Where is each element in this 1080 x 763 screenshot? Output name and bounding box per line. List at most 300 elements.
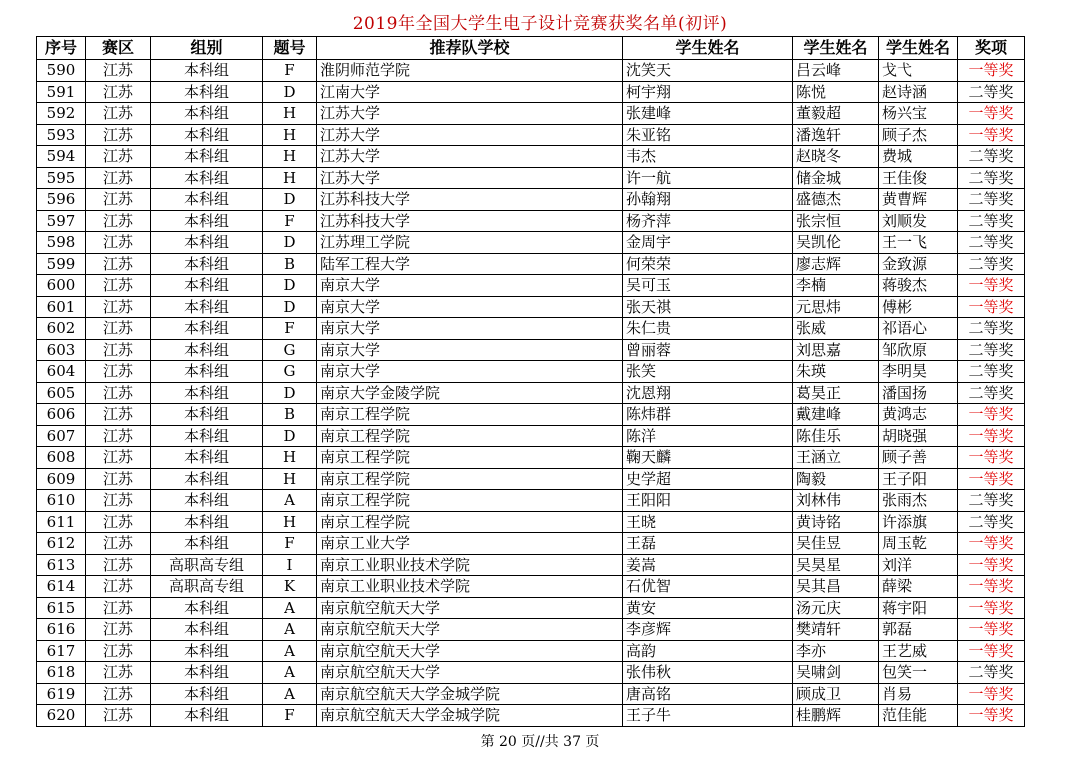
cell-school: 南京大学金陵学院 [317, 382, 623, 404]
cell-region: 江苏 [86, 533, 151, 555]
cell-school: 江苏理工学院 [317, 232, 623, 254]
cell-student-2: 樊靖轩 [793, 619, 879, 641]
cell-index: 608 [37, 447, 86, 469]
cell-student-2: 廖志辉 [793, 253, 879, 275]
cell-group: 本科组 [151, 339, 263, 361]
table-row [37, 103, 1025, 125]
cell-student-2: 吴啸剑 [793, 662, 879, 684]
cell-student-3: 胡晓强 [879, 425, 958, 447]
table-row [37, 296, 1025, 318]
cell-index: 617 [37, 640, 86, 662]
cell-school: 江苏大学 [317, 124, 623, 146]
cell-problem: F [263, 210, 317, 232]
col-header-problem: 题号 [263, 37, 317, 60]
cell-award: 二等奖 [958, 361, 1025, 383]
cell-group: 本科组 [151, 318, 263, 340]
table-row [37, 662, 1025, 684]
cell-student-2: 王涵立 [793, 447, 879, 469]
cell-student-2: 张宗恒 [793, 210, 879, 232]
cell-problem: D [263, 275, 317, 297]
cell-region: 江苏 [86, 361, 151, 383]
cell-student-3: 范佳能 [879, 705, 958, 727]
cell-student-1: 鞠天麟 [623, 447, 793, 469]
cell-student-3: 肖易 [879, 683, 958, 705]
cell-student-1: 孙翰翔 [623, 189, 793, 211]
cell-award: 一等奖 [958, 619, 1025, 641]
cell-index: 615 [37, 597, 86, 619]
cell-student-1: 韦杰 [623, 146, 793, 168]
cell-student-2: 朱瑛 [793, 361, 879, 383]
cell-student-1: 张建峰 [623, 103, 793, 125]
cell-student-1: 张伟秋 [623, 662, 793, 684]
cell-region: 江苏 [86, 404, 151, 426]
cell-problem: G [263, 361, 317, 383]
cell-student-3: 祁语心 [879, 318, 958, 340]
col-header-student-1: 学生姓名 [623, 37, 793, 60]
cell-problem: D [263, 425, 317, 447]
cell-index: 618 [37, 662, 86, 684]
cell-group: 高职高专组 [151, 576, 263, 598]
cell-group: 本科组 [151, 103, 263, 125]
cell-student-3: 赵诗涵 [879, 81, 958, 103]
cell-student-2: 储金城 [793, 167, 879, 189]
cell-student-1: 何荣荣 [623, 253, 793, 275]
cell-award: 二等奖 [958, 232, 1025, 254]
table-row [37, 318, 1025, 340]
cell-school: 南京工程学院 [317, 468, 623, 490]
cell-index: 590 [37, 60, 86, 82]
cell-index: 616 [37, 619, 86, 641]
cell-region: 江苏 [86, 339, 151, 361]
cell-problem: H [263, 146, 317, 168]
cell-student-2: 赵晓冬 [793, 146, 879, 168]
cell-student-3: 郭磊 [879, 619, 958, 641]
cell-award: 二等奖 [958, 189, 1025, 211]
table-row [37, 705, 1025, 727]
cell-award: 一等奖 [958, 554, 1025, 576]
cell-problem: D [263, 382, 317, 404]
cell-group: 本科组 [151, 662, 263, 684]
cell-index: 598 [37, 232, 86, 254]
table-row [37, 275, 1025, 297]
cell-school: 南京航空航天大学金城学院 [317, 705, 623, 727]
cell-problem: I [263, 554, 317, 576]
cell-student-3: 包笑一 [879, 662, 958, 684]
cell-student-1: 杨齐萍 [623, 210, 793, 232]
cell-group: 本科组 [151, 232, 263, 254]
header-row [37, 37, 1025, 60]
cell-region: 江苏 [86, 662, 151, 684]
cell-region: 江苏 [86, 318, 151, 340]
cell-region: 江苏 [86, 597, 151, 619]
cell-award: 二等奖 [958, 81, 1025, 103]
cell-award: 一等奖 [958, 705, 1025, 727]
cell-student-2: 吴昊星 [793, 554, 879, 576]
cell-school: 南京大学 [317, 318, 623, 340]
cell-problem: D [263, 81, 317, 103]
cell-group: 本科组 [151, 404, 263, 426]
cell-index: 607 [37, 425, 86, 447]
table-row [37, 640, 1025, 662]
cell-student-2: 陈悦 [793, 81, 879, 103]
cell-student-3: 周玉乾 [879, 533, 958, 555]
table-row [37, 189, 1025, 211]
cell-student-1: 王晓 [623, 511, 793, 533]
cell-index: 614 [37, 576, 86, 598]
cell-group: 本科组 [151, 640, 263, 662]
cell-student-2: 李亦 [793, 640, 879, 662]
cell-problem: A [263, 662, 317, 684]
cell-problem: F [263, 60, 317, 82]
cell-student-3: 潘国扬 [879, 382, 958, 404]
cell-region: 江苏 [86, 511, 151, 533]
cell-problem: B [263, 404, 317, 426]
cell-award: 一等奖 [958, 425, 1025, 447]
page-footer: 第 20 页//共 37 页 [480, 734, 600, 750]
table-row [37, 447, 1025, 469]
cell-group: 本科组 [151, 275, 263, 297]
cell-region: 江苏 [86, 103, 151, 125]
cell-problem: A [263, 490, 317, 512]
cell-group: 本科组 [151, 146, 263, 168]
cell-student-2: 元思炜 [793, 296, 879, 318]
col-header-region: 赛区 [86, 37, 151, 60]
cell-index: 612 [37, 533, 86, 555]
table-row [37, 490, 1025, 512]
cell-student-2: 戴建峰 [793, 404, 879, 426]
cell-student-3: 金致源 [879, 253, 958, 275]
cell-problem: B [263, 253, 317, 275]
cell-group: 本科组 [151, 511, 263, 533]
cell-region: 江苏 [86, 189, 151, 211]
cell-problem: H [263, 167, 317, 189]
cell-student-3: 顾子善 [879, 447, 958, 469]
cell-student-3: 王一飞 [879, 232, 958, 254]
col-header-index: 序号 [37, 37, 86, 60]
table-row [37, 124, 1025, 146]
cell-student-3: 王佳俊 [879, 167, 958, 189]
cell-student-1: 李彦辉 [623, 619, 793, 641]
cell-award: 二等奖 [958, 511, 1025, 533]
cell-school: 江苏大学 [317, 167, 623, 189]
cell-school: 陆军工程大学 [317, 253, 623, 275]
cell-student-1: 史学超 [623, 468, 793, 490]
cell-student-1: 姜嵩 [623, 554, 793, 576]
cell-group: 本科组 [151, 253, 263, 275]
cell-index: 619 [37, 683, 86, 705]
col-header-student-3: 学生姓名 [879, 37, 958, 60]
cell-index: 596 [37, 189, 86, 211]
table-row [37, 60, 1025, 82]
cell-student-1: 朱仁贵 [623, 318, 793, 340]
cell-region: 江苏 [86, 253, 151, 275]
cell-student-2: 盛德杰 [793, 189, 879, 211]
cell-student-3: 邹欣原 [879, 339, 958, 361]
table-row [37, 425, 1025, 447]
cell-region: 江苏 [86, 210, 151, 232]
cell-index: 594 [37, 146, 86, 168]
cell-student-1: 石优智 [623, 576, 793, 598]
cell-problem: H [263, 468, 317, 490]
cell-school: 江南大学 [317, 81, 623, 103]
cell-award: 一等奖 [958, 60, 1025, 82]
cell-award: 一等奖 [958, 640, 1025, 662]
cell-student-2: 顾成卫 [793, 683, 879, 705]
cell-student-2: 吕云峰 [793, 60, 879, 82]
cell-student-2: 吴凯伦 [793, 232, 879, 254]
cell-problem: F [263, 705, 317, 727]
cell-school: 南京工程学院 [317, 425, 623, 447]
cell-region: 江苏 [86, 124, 151, 146]
cell-school: 南京大学 [317, 275, 623, 297]
cell-school: 江苏科技大学 [317, 210, 623, 232]
cell-region: 江苏 [86, 232, 151, 254]
cell-student-2: 吴佳昱 [793, 533, 879, 555]
cell-student-3: 王子阳 [879, 468, 958, 490]
cell-student-3: 傅彬 [879, 296, 958, 318]
cell-index: 600 [37, 275, 86, 297]
cell-student-3: 蒋宇阳 [879, 597, 958, 619]
cell-student-1: 王磊 [623, 533, 793, 555]
cell-student-3: 黄鸿志 [879, 404, 958, 426]
col-header-award: 奖项 [958, 37, 1025, 60]
cell-index: 595 [37, 167, 86, 189]
cell-group: 本科组 [151, 533, 263, 555]
cell-group: 本科组 [151, 296, 263, 318]
cell-student-1: 柯宇翔 [623, 81, 793, 103]
cell-award: 二等奖 [958, 318, 1025, 340]
cell-student-2: 李楠 [793, 275, 879, 297]
cell-award: 一等奖 [958, 468, 1025, 490]
cell-student-2: 董毅超 [793, 103, 879, 125]
cell-problem: A [263, 683, 317, 705]
table-row [37, 232, 1025, 254]
cell-award: 二等奖 [958, 146, 1025, 168]
cell-index: 609 [37, 468, 86, 490]
cell-problem: D [263, 189, 317, 211]
cell-student-1: 唐高铭 [623, 683, 793, 705]
cell-group: 本科组 [151, 425, 263, 447]
cell-award: 一等奖 [958, 103, 1025, 125]
table-row [37, 146, 1025, 168]
table-row [37, 468, 1025, 490]
table-row [37, 597, 1025, 619]
cell-award: 二等奖 [958, 210, 1025, 232]
cell-student-3: 李明昊 [879, 361, 958, 383]
cell-student-3: 蒋骏杰 [879, 275, 958, 297]
cell-school: 南京工程学院 [317, 490, 623, 512]
cell-problem: H [263, 124, 317, 146]
cell-problem: K [263, 576, 317, 598]
cell-school: 南京航空航天大学 [317, 640, 623, 662]
cell-region: 江苏 [86, 683, 151, 705]
awards-table [36, 36, 1025, 727]
cell-region: 江苏 [86, 554, 151, 576]
cell-school: 南京航空航天大学金城学院 [317, 683, 623, 705]
cell-index: 601 [37, 296, 86, 318]
cell-group: 本科组 [151, 124, 263, 146]
cell-group: 本科组 [151, 705, 263, 727]
cell-school: 南京大学 [317, 339, 623, 361]
cell-index: 591 [37, 81, 86, 103]
cell-student-3: 刘顺发 [879, 210, 958, 232]
cell-region: 江苏 [86, 60, 151, 82]
cell-region: 江苏 [86, 490, 151, 512]
cell-index: 606 [37, 404, 86, 426]
cell-region: 江苏 [86, 81, 151, 103]
cell-school: 南京工程学院 [317, 447, 623, 469]
cell-group: 本科组 [151, 361, 263, 383]
cell-award: 一等奖 [958, 597, 1025, 619]
cell-school: 淮阴师范学院 [317, 60, 623, 82]
cell-region: 江苏 [86, 640, 151, 662]
cell-region: 江苏 [86, 146, 151, 168]
cell-school: 南京工业职业技术学院 [317, 576, 623, 598]
cell-student-1: 许一航 [623, 167, 793, 189]
table-row [37, 576, 1025, 598]
cell-student-2: 刘思嘉 [793, 339, 879, 361]
cell-group: 本科组 [151, 167, 263, 189]
cell-school: 南京工程学院 [317, 511, 623, 533]
cell-award: 二等奖 [958, 382, 1025, 404]
cell-school: 南京航空航天大学 [317, 597, 623, 619]
cell-student-1: 黄安 [623, 597, 793, 619]
page-title: 2019年全国大学生电子设计竞赛获奖名单(初评) [352, 14, 728, 34]
cell-index: 599 [37, 253, 86, 275]
cell-student-2: 黄诗铭 [793, 511, 879, 533]
cell-group: 本科组 [151, 490, 263, 512]
cell-region: 江苏 [86, 382, 151, 404]
cell-student-3: 杨兴宝 [879, 103, 958, 125]
cell-index: 620 [37, 705, 86, 727]
cell-problem: G [263, 339, 317, 361]
cell-student-3: 张雨杰 [879, 490, 958, 512]
cell-award: 一等奖 [958, 533, 1025, 555]
cell-problem: A [263, 619, 317, 641]
cell-school: 江苏大学 [317, 146, 623, 168]
cell-student-1: 陈炜群 [623, 404, 793, 426]
cell-student-2: 汤元庆 [793, 597, 879, 619]
cell-school: 南京航空航天大学 [317, 619, 623, 641]
cell-problem: A [263, 640, 317, 662]
cell-group: 本科组 [151, 382, 263, 404]
cell-region: 江苏 [86, 705, 151, 727]
cell-index: 610 [37, 490, 86, 512]
cell-student-1: 张笑 [623, 361, 793, 383]
table-row [37, 210, 1025, 232]
col-header-student-2: 学生姓名 [793, 37, 879, 60]
cell-award: 二等奖 [958, 339, 1025, 361]
cell-problem: D [263, 296, 317, 318]
cell-group: 本科组 [151, 683, 263, 705]
cell-student-3: 薛梁 [879, 576, 958, 598]
cell-school: 南京工业职业技术学院 [317, 554, 623, 576]
cell-region: 江苏 [86, 619, 151, 641]
cell-award: 二等奖 [958, 167, 1025, 189]
cell-school: 南京大学 [317, 361, 623, 383]
table-row [37, 339, 1025, 361]
cell-student-2: 刘林伟 [793, 490, 879, 512]
cell-student-2: 潘逸轩 [793, 124, 879, 146]
cell-student-2: 桂鹏辉 [793, 705, 879, 727]
cell-school: 南京工业大学 [317, 533, 623, 555]
cell-student-1: 王子牛 [623, 705, 793, 727]
cell-student-1: 陈洋 [623, 425, 793, 447]
cell-region: 江苏 [86, 275, 151, 297]
cell-problem: D [263, 232, 317, 254]
cell-problem: F [263, 533, 317, 555]
cell-student-3: 刘洋 [879, 554, 958, 576]
cell-region: 江苏 [86, 447, 151, 469]
cell-index: 597 [37, 210, 86, 232]
cell-region: 江苏 [86, 296, 151, 318]
cell-group: 本科组 [151, 468, 263, 490]
table-row [37, 382, 1025, 404]
cell-award: 一等奖 [958, 447, 1025, 469]
cell-group: 本科组 [151, 60, 263, 82]
cell-index: 611 [37, 511, 86, 533]
cell-student-3: 黄曹辉 [879, 189, 958, 211]
cell-group: 本科组 [151, 447, 263, 469]
cell-problem: H [263, 447, 317, 469]
col-header-group: 组别 [151, 37, 263, 60]
cell-index: 613 [37, 554, 86, 576]
cell-group: 本科组 [151, 81, 263, 103]
cell-student-1: 王阳阳 [623, 490, 793, 512]
cell-school: 南京工程学院 [317, 404, 623, 426]
cell-index: 592 [37, 103, 86, 125]
table-row [37, 404, 1025, 426]
cell-award: 一等奖 [958, 275, 1025, 297]
cell-group: 本科组 [151, 619, 263, 641]
cell-student-3: 许添旗 [879, 511, 958, 533]
table-row [37, 81, 1025, 103]
cell-student-3: 费城 [879, 146, 958, 168]
cell-student-1: 吴可玉 [623, 275, 793, 297]
cell-student-2: 张威 [793, 318, 879, 340]
cell-index: 604 [37, 361, 86, 383]
cell-region: 江苏 [86, 576, 151, 598]
cell-school: 南京大学 [317, 296, 623, 318]
cell-student-2: 葛昊正 [793, 382, 879, 404]
cell-problem: A [263, 597, 317, 619]
table-row [37, 511, 1025, 533]
cell-student-1: 张天祺 [623, 296, 793, 318]
table-row [37, 533, 1025, 555]
cell-problem: F [263, 318, 317, 340]
cell-group: 本科组 [151, 597, 263, 619]
table-row [37, 683, 1025, 705]
cell-award: 一等奖 [958, 124, 1025, 146]
table-body [37, 60, 1025, 727]
cell-region: 江苏 [86, 167, 151, 189]
cell-student-1: 沈恩翔 [623, 382, 793, 404]
cell-student-3: 王艺威 [879, 640, 958, 662]
col-header-school: 推荐队学校 [317, 37, 623, 60]
cell-student-2: 吴其昌 [793, 576, 879, 598]
cell-school: 江苏科技大学 [317, 189, 623, 211]
cell-problem: H [263, 511, 317, 533]
table-row [37, 253, 1025, 275]
cell-index: 605 [37, 382, 86, 404]
cell-award: 一等奖 [958, 683, 1025, 705]
table-row [37, 167, 1025, 189]
cell-group: 高职高专组 [151, 554, 263, 576]
cell-award: 一等奖 [958, 296, 1025, 318]
cell-student-1: 金周宇 [623, 232, 793, 254]
table-row [37, 361, 1025, 383]
cell-group: 本科组 [151, 189, 263, 211]
